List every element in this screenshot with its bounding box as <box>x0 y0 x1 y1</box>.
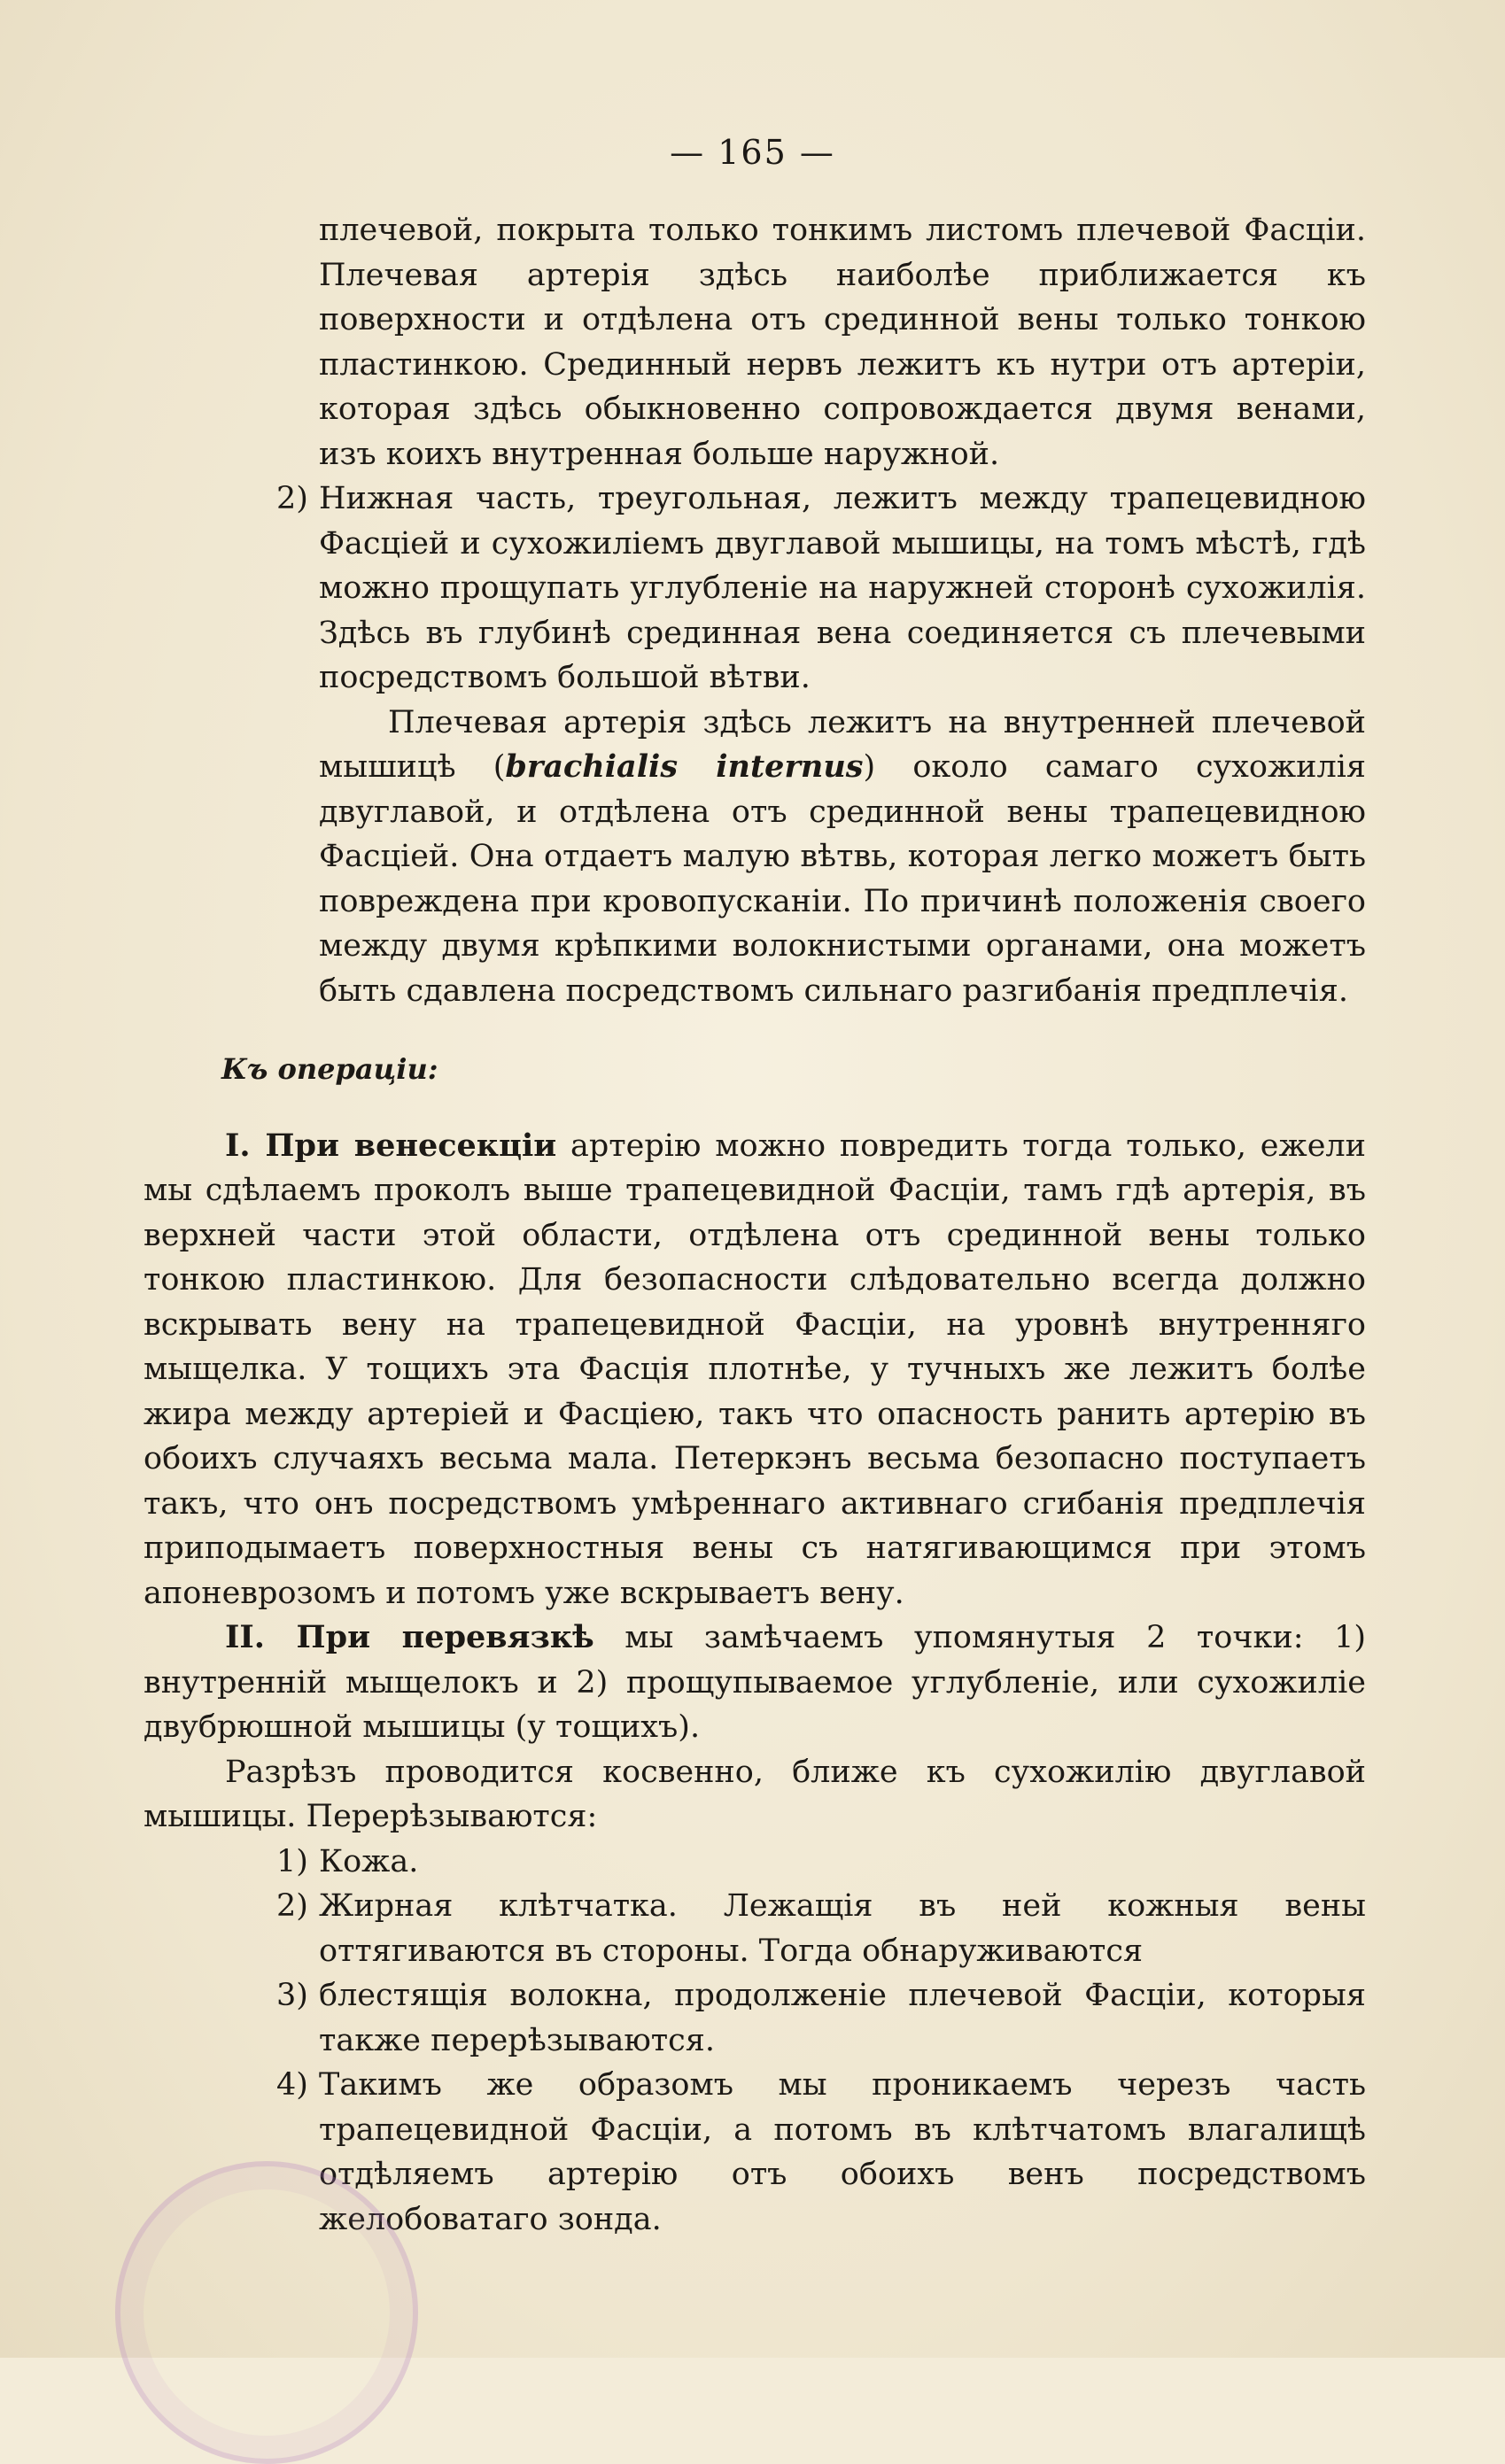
step-number: 3) <box>276 1978 308 2013</box>
continued-line-2: Плечевая артерія здѣсь наиболѣе приближается къ поверхности и отдѣлена отъ срединной вены только тонкою пластинкою. Срединный нервъ лежитъ къ нутри отъ артеріи, которая здѣсь обыкновенно сопровождается двумя венами, изъ коихъ внутренная больше наружной. <box>319 257 1366 472</box>
artery-text-after: ) около самаго сухожилія двуглавой, и отдѣлена отъ срединной вены трапецевидною Фасціей. Она отдаетъ малую вѣтвь, которая легко можетъ быть повреждена при кровопусканіи. По причинѣ положенія своего между двумя крѣпкими волокнистыми органами, она можетъ быть сдавлена посредствомъ сильнаго разгибанія предплечія. <box>319 749 1366 1009</box>
step-text: блестящія волокна, продолженіе плечевой Фасціи, которыя также перерѣзываются. <box>319 1978 1366 2058</box>
latin-term: brachialis internus <box>505 748 864 785</box>
step-text: Кожа. <box>319 1843 419 1879</box>
section-ligation <box>144 1616 1366 1750</box>
section-heading: Къ операціи: <box>221 1052 438 1086</box>
step-number: 1) <box>276 1843 308 1879</box>
step-item <box>144 1840 1366 1885</box>
step-item <box>144 1884 1366 1973</box>
item-number: 2) <box>276 481 308 516</box>
incision-paragraph: Разрѣзъ проводится косвенно, ближе къ сухожилію двуглавой мышицы. Перерѣзываются: <box>144 1754 1366 1834</box>
list-item-lower-part <box>144 477 1366 701</box>
section-lead: I. При венесекціи <box>225 1127 557 1164</box>
step-number: 4) <box>276 2067 308 2103</box>
section-text: мы замѣчаемъ упомянутыя 2 точки: 1) внутренній мыщелокъ и 2) прощупываемое углубленіе, или сухожиліе двубрюшной мышицы (у тощихъ). <box>144 1620 1366 1745</box>
body-text <box>144 208 1366 2242</box>
section-text: артерію можно повредить тогда только, ежели мы сдѣлаемъ проколъ выше трапецевидной Фасціи, тамъ гдѣ артерія, въ верхней части этой области, отдѣлена отъ срединной вены только тонкою пластинкою. Для безопасности слѣдовательно всегда должно вскрывать вену на трапецевидной Фасціи, на уровнѣ внутренняго мыщелка. У тощихъ эта Фасція плотнѣе, у тучныхъ же лежитъ болѣе жира между артеріей и Фасціею, такъ что опасность ранить артерію въ обоихъ случаяхъ весьма мала. Петеркэнъ весьма безопасно поступаетъ такъ, что онъ посредствомъ умѣреннаго активнаго сгибанія предплечія приподымаетъ поверхностныя вены съ натягивающимся при этомъ апоневрозомъ и потомъ уже вскрываетъ вену. <box>144 1127 1366 1611</box>
section-venesection <box>144 1124 1366 1616</box>
page-number: — 165 — <box>670 133 835 172</box>
step-item <box>144 1973 1366 2063</box>
artery-text-before: Плечевая артерія здѣсь лежитъ на внутренней плечевой мышицѣ ( <box>319 704 1366 785</box>
artery-paragraph <box>144 701 1366 1014</box>
item-text: Нижная часть, треугольная, лежитъ между трапецевидною Фасціей и сухожиліемъ двуглавой мышицы, на томъ мѣстѣ, гдѣ можно прощупать углубленіе на наружней сторонѣ сухожилія. Здѣсь въ глубинѣ срединная вена соединяется съ плечевыми посредствомъ большой вѣтви. <box>319 481 1366 695</box>
step-text: Жирная клѣтчатка. Лежащія въ ней кожныя вены оттягиваются въ стороны. Тогда обнаруживаются <box>319 1888 1366 1969</box>
section-lead: II. При перевязкѣ <box>225 1619 594 1655</box>
library-stamp <box>115 2161 418 2464</box>
continued-text <box>144 208 1366 477</box>
continued-line-1: плечевой, покрыта только тонкимъ листомъ плечевой Фасціи. <box>319 213 1366 248</box>
step-text: Такимъ же образомъ мы проникаемъ черезъ часть трапецевидной Фасціи, а потомъ въ клѣтчатомъ влагалищѣ отдѣляемъ артерію отъ обоихъ венъ посредствомъ желобоватаго зонда. <box>319 2067 1366 2237</box>
step-number: 2) <box>276 1888 308 1924</box>
